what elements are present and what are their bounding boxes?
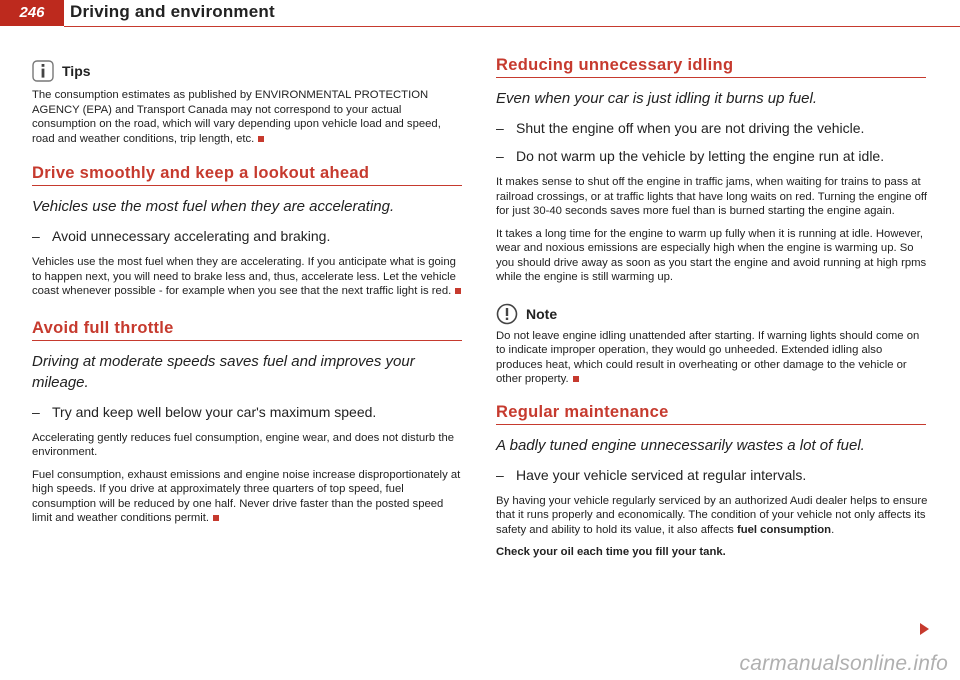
section-body-idling-2: It takes a long time for the engine to warm up fully when it is running at idle. However, wear and noxious emissions are especially high when the engine is warming up. So you should drive away as soon as you start the engine and avoid running at high rpms while the engine is still warming up.: [496, 227, 927, 283]
body-text: Vehicles use the most fuel when they are accelerating. If you anticipate what is going to happen next, you will need to brake less and, thus, accelerate less. Let the vehicle coast whenever possible - for example when you see that the next traffic light is red.: [32, 256, 456, 297]
bullet-text: Try and keep well below your car's maximum speed.: [52, 403, 377, 420]
end-mark-icon: [573, 376, 579, 382]
section-body-idling-1: It makes sense to shut off the engine in traffic jams, when waiting for trains to pass at railroad crossings, or at traffic lights that have long waits on red. Turning the engine off for just 30-40 seconds saves more fuel than is burned starting the engine again.: [496, 176, 927, 217]
note-header: [496, 303, 928, 325]
tips-body: [32, 88, 462, 146]
section-body-maintenance: [496, 494, 928, 538]
section-body-drive-smoothly: [32, 255, 462, 299]
info-icon: [32, 60, 54, 82]
body-bold-text: fuel consumption: [736, 523, 832, 536]
section-title-idling: Reducing unnecessary idling: [496, 56, 926, 78]
body-text: By having your vehicle regularly serviced by an authorized Audi dealer helps to ensure that it runs properly and economically. The condition of your vehicle not only affects its safety and ability to hold its value, it also affects: [496, 494, 928, 536]
section-title-full-throttle: Avoid full throttle: [32, 319, 462, 341]
bullet-text: Avoid unnecessary accelerating and braking.: [52, 228, 331, 244]
bullet-text: Do not warm up the vehicle by letting the engine run at idle.: [516, 148, 885, 164]
section-lead-maintenance: A badly tuned engine unnecessarily wastes a lot of fuel.: [496, 436, 865, 454]
note-title: Note: [526, 305, 558, 322]
chapter-title: Driving and environment: [70, 2, 275, 21]
note-body-text: Do not leave engine idling unattended after starting. If warning lights should come on to indicate improper operation, they would go unheeded. Extended idling also produces heat, which could result in overheating or other damage to the vehicle or other property.: [496, 329, 920, 385]
tips-body-text: The consumption estimates as published by ENVIRONMENTAL PROTECTION AGENCY (EPA) and Transport Canada may not correspond to your actual consumption on the road, which will vary depending upon vehicle load and speed, road and weather conditions, trip length, etc.: [32, 89, 441, 145]
right-column: [496, 56, 928, 666]
section-title-drive-smoothly: Drive smoothly and keep a lookout ahead: [32, 164, 462, 186]
section-title-maintenance: Regular maintenance: [496, 403, 926, 425]
oil-check-instruction: Check your oil each time you fill your tank.: [496, 546, 726, 558]
body-text: Fuel consumption, exhaust emissions and engine noise increase disproportionately at high speeds. If you drive at approximately three quarters of top speed, fuel consumption will be reduced by one half. Never drive faster than the posted speed limit and weather conditions permit.: [32, 468, 461, 524]
watermark: carmanualsonline.info: [739, 652, 948, 675]
next-page-arrow-icon: [920, 623, 929, 635]
end-mark-icon: [213, 515, 219, 521]
bullet-item: – Try and keep well below your car's maximum speed.: [32, 403, 377, 420]
section-lead-drive-smoothly: Vehicles use the most fuel when they are accelerating.: [32, 198, 395, 215]
header-rule: [64, 26, 960, 27]
bullet-item: – Do not warm up the vehicle by letting the engine run at idle.: [496, 148, 885, 164]
end-mark-icon: [258, 136, 264, 142]
end-mark-icon: [455, 288, 461, 294]
body-text-end: .: [831, 523, 835, 536]
note-body: [496, 329, 928, 387]
section-lead-full-throttle: Driving at moderate speeds saves fuel and improves your mileage.: [32, 352, 415, 391]
bullet-text: Shut the engine off when you are not driving the vehicle.: [516, 120, 865, 136]
section-body-full-throttle-1: Accelerating gently reduces fuel consumption, engine wear, and does not disturb the environment.: [32, 431, 455, 458]
page-number: 246: [0, 0, 64, 26]
bullet-item: – Shut the engine off when you are not driving the vehicle.: [496, 120, 865, 136]
section-body-full-throttle-2: [32, 468, 462, 526]
left-column: [32, 56, 462, 534]
tips-title: Tips: [62, 63, 91, 79]
warning-circle-icon: [496, 303, 518, 325]
section-lead-idling: Even when your car is just idling it burns up fuel.: [496, 90, 817, 107]
bullet-item: – Avoid unnecessary accelerating and braking.: [32, 228, 331, 244]
bullet-item: – Have your vehicle serviced at regular intervals.: [496, 466, 807, 483]
tips-header: [32, 60, 462, 82]
bullet-text: Have your vehicle serviced at regular intervals.: [516, 466, 807, 483]
